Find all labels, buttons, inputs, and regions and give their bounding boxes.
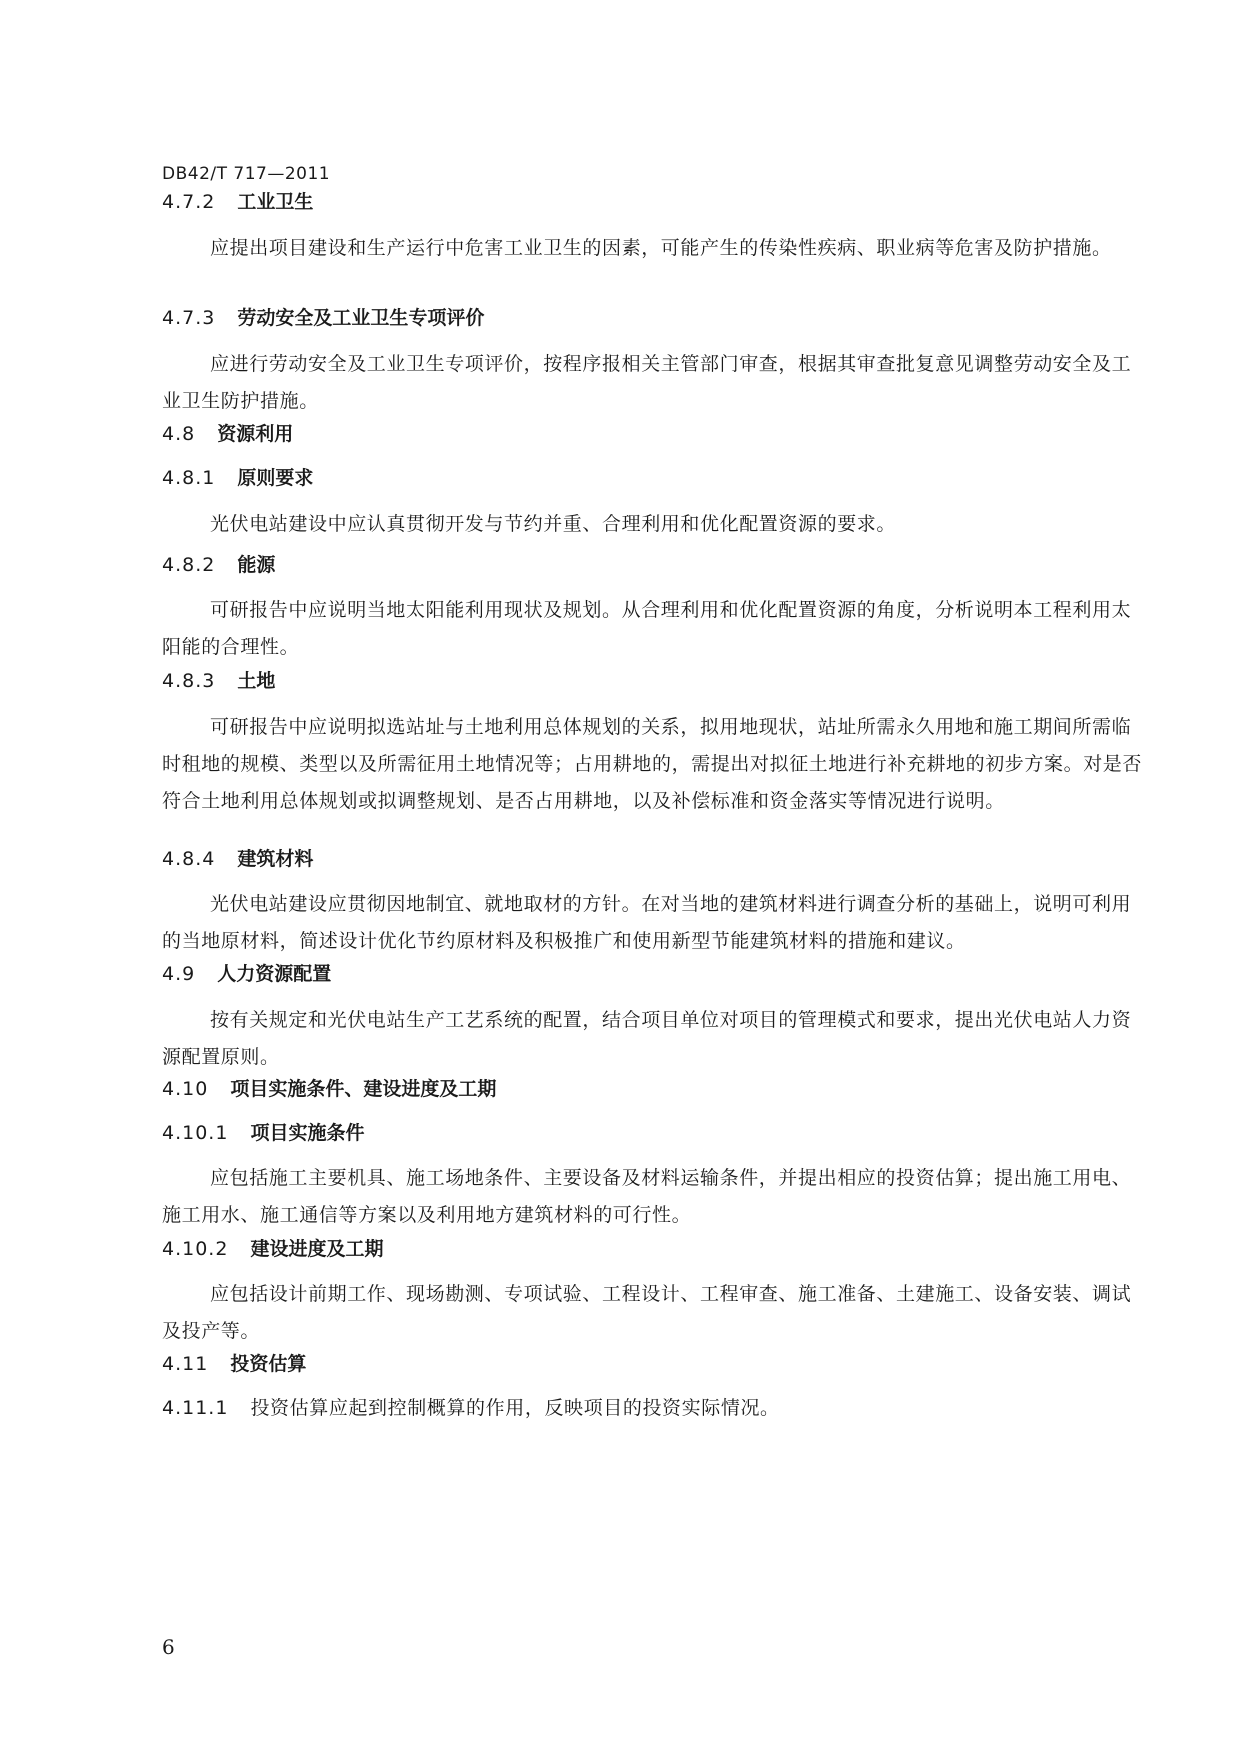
section-title: 劳动安全及工业卫生专项评价 (237, 307, 485, 329)
section-body-4-10-2: 应包括设计前期工作、现场勘测、专项试验、工程设计、工程审查、施工准备、土建施工、设备安装、调试及投产等。 (162, 1283, 1132, 1342)
section-heading-4-11 (162, 1352, 306, 1376)
section-body-4-8-4: 光伏电站建设应贯彻因地制宜、就地取材的方针。在对当地的建筑材料进行调查分析的基础上，说明可利用的当地原材料，简述设计优化节约原材料及积极推广和使用新型节能建筑材料的措施和建议。 (162, 893, 1132, 952)
section-title: 资源利用 (217, 423, 294, 445)
section-number: 4.10.1 (162, 1122, 229, 1144)
section-heading-4-7-3 (162, 306, 484, 330)
section-body-4-7-2: 应提出项目建设和生产运行中危害工业卫生的因素，可能产生的传染性疾病、职业病等危害及防护措施。 (210, 237, 1112, 259)
section-title: 原则要求 (237, 467, 314, 489)
section-number: 4.8.1 (162, 467, 216, 489)
standard-code: DB42/T 717—2011 (162, 164, 331, 184)
section-heading-4-9 (162, 962, 331, 986)
section-title: 项目实施条件 (250, 1122, 365, 1144)
section-heading-4-10-2 (162, 1237, 383, 1261)
section-number: 4.11 (162, 1353, 209, 1375)
section-title: 人力资源配置 (217, 963, 332, 985)
section-number: 4.8.2 (162, 554, 216, 576)
section-heading-4-10-1 (162, 1121, 364, 1145)
section-body-4-9: 按有关规定和光伏电站生产工艺系统的配置，结合项目单位对项目的管理模式和要求，提出光伏电站人力资源配置原则。 (162, 1009, 1132, 1068)
clause-text: 投资估算应起到控制概算的作用，反映项目的投资实际情况。 (250, 1397, 780, 1419)
section-heading-4-8-1 (162, 466, 313, 490)
section-title: 项目实施条件、建设进度及工期 (230, 1078, 497, 1100)
section-number: 4.8 (162, 423, 196, 445)
section-number: 4.7.3 (162, 307, 216, 329)
clause-4-11-1 (162, 1396, 780, 1420)
section-heading-4-8 (162, 422, 293, 446)
section-title: 建筑材料 (237, 848, 314, 870)
section-title: 工业卫生 (237, 191, 314, 213)
section-heading-4-8-3 (162, 669, 275, 693)
section-body-4-10-1: 应包括施工主要机具、施工场地条件、主要设备及材料运输条件，并提出相应的投资估算；提出施工用电、施工用水、施工通信等方案以及利用地方建筑材料的可行性。 (162, 1167, 1132, 1226)
section-body-4-8-2: 可研报告中应说明当地太阳能利用现状及规划。从合理利用和优化配置资源的角度，分析说明本工程利用太阳能的合理性。 (162, 599, 1132, 658)
section-heading-4-7-2 (162, 190, 313, 214)
section-body-4-8-1: 光伏电站建设中应认真贯彻开发与节约并重、合理利用和优化配置资源的要求。 (210, 513, 897, 535)
section-heading-4-8-2 (162, 553, 275, 577)
section-heading-4-10 (162, 1077, 496, 1101)
section-heading-4-8-4 (162, 847, 313, 871)
section-number: 4.8.4 (162, 848, 216, 870)
section-body-4-8-3: 可研报告中应说明拟选站址与土地利用总体规划的关系，拟用地现状，站址所需永久用地和施工期间所需临时租地的规模、类型以及所需征用土地情况等；占用耕地的，需提出对拟征土地进行补充耕地的初步方案。对是否符合土地利用总体规划或拟调整规划、是否占用耕地，以及补偿标准和资金落实等情况进行说明。 (162, 716, 1143, 812)
section-title: 投资估算 (230, 1353, 307, 1375)
page-number: 6 (162, 1635, 175, 1659)
section-number: 4.10.2 (162, 1238, 229, 1260)
section-number: 4.9 (162, 963, 196, 985)
section-number: 4.8.3 (162, 670, 216, 692)
section-body-4-7-3: 应进行劳动安全及工业卫生专项评价，按程序报相关主管部门审查，根据其审查批复意见调整劳动安全及工业卫生防护措施。 (162, 353, 1132, 412)
section-title: 建设进度及工期 (250, 1238, 384, 1260)
section-number: 4.7.2 (162, 191, 216, 213)
section-title: 能源 (237, 554, 276, 576)
clause-number: 4.11.1 (162, 1397, 229, 1419)
section-number: 4.10 (162, 1078, 209, 1100)
section-title: 土地 (237, 670, 276, 692)
